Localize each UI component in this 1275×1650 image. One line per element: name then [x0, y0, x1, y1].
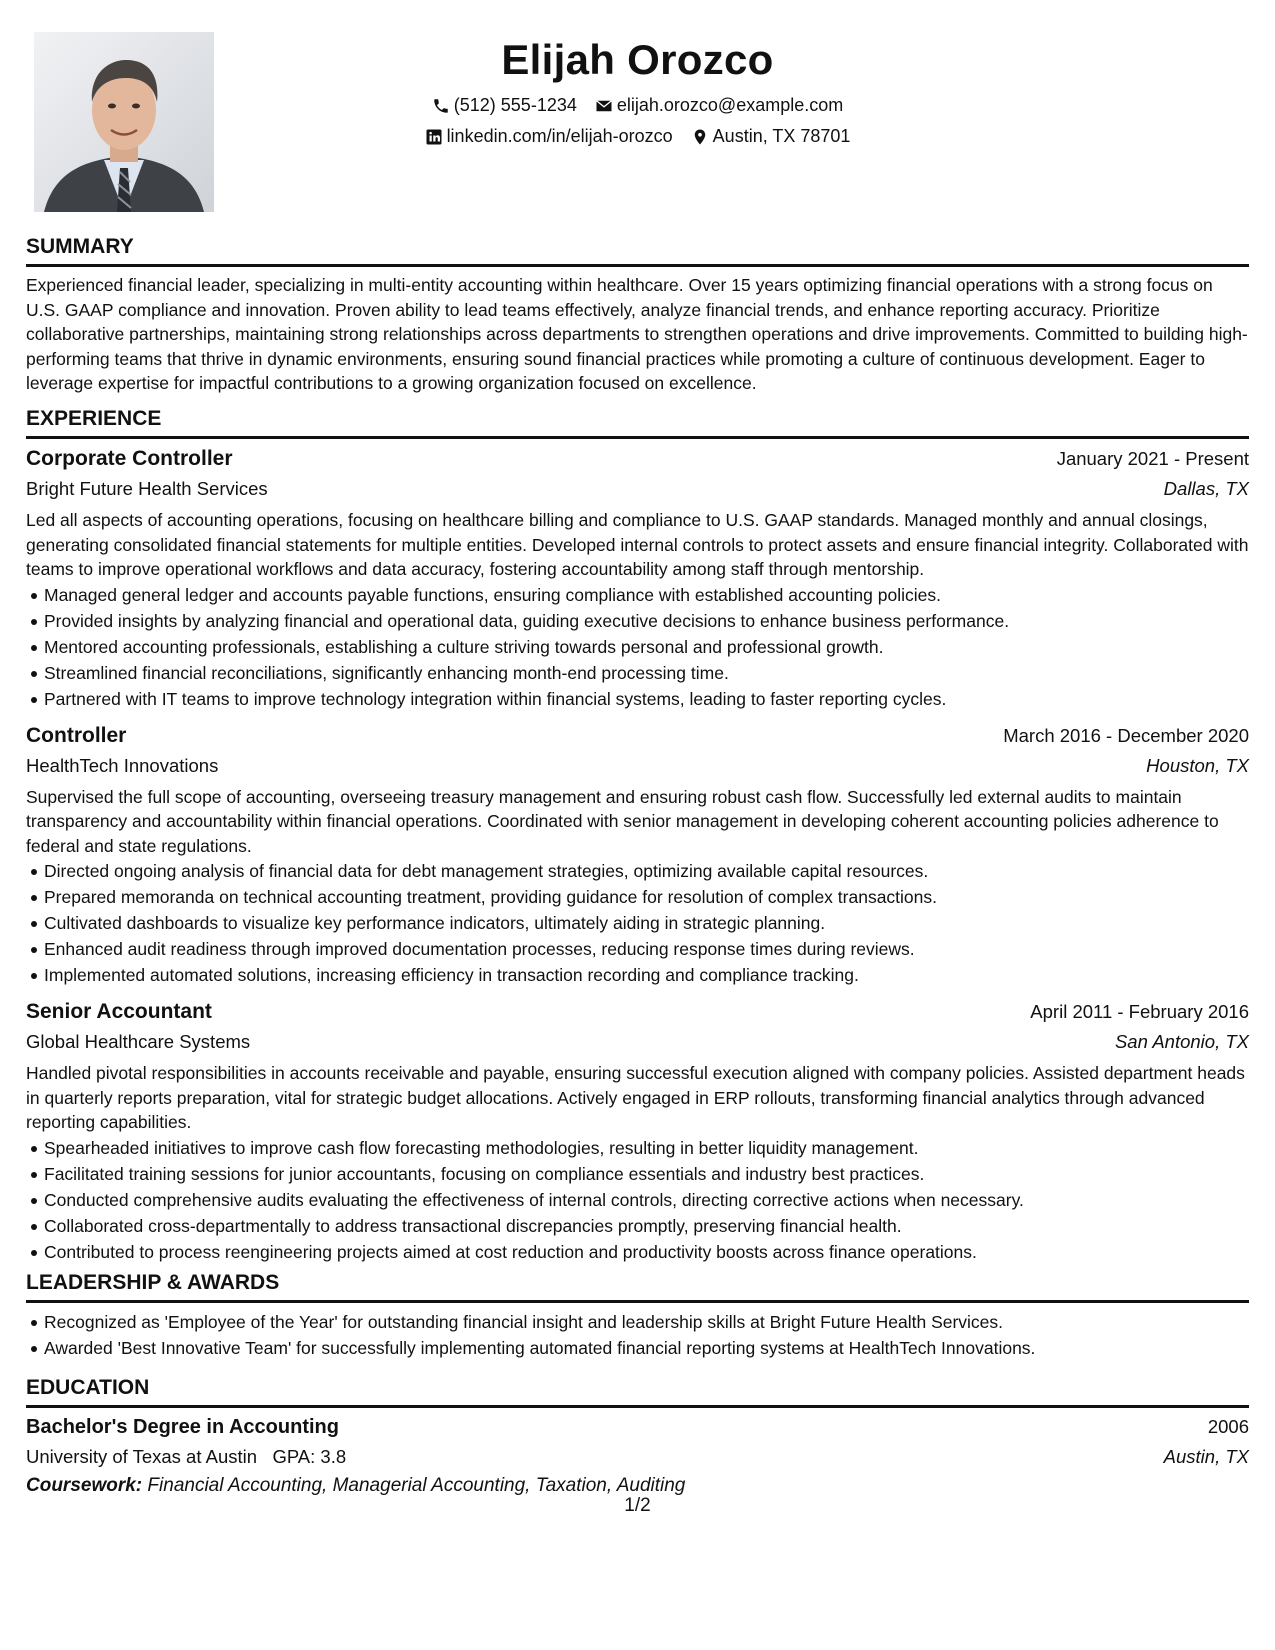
list-item: Collaborated cross-departmentally to address transactional discrepancies promptly, preserving financial health. [44, 1213, 1249, 1239]
resume-header [26, 30, 1249, 152]
job-description: Led all aspects of accounting operations, focusing on healthcare billing and compliance to U.S. GAAP standards. Managed monthly and annual closings, generating consolidated financial statements for multiple entities. Developed internal controls to protect assets and ensure financial integrity. Collaborated with teams to improve operational workflows and data accuracy, fostering accountability among staff through mentorship. [26, 510, 1249, 579]
envelope-icon [595, 97, 613, 115]
job-title: Senior Accountant [26, 1000, 212, 1023]
company-name: HealthTech Innovations [26, 754, 219, 776]
job-bullets [26, 858, 1249, 988]
job-description: Handled pivotal responsibilities in accounts receivable and payable, ensuring successful execution aligned with company policies. Assisted department heads in quarterly reports preparation, vital for strategic budget allocations. Actively engaged in ERP rollouts, transforming financial analytics through advanced reporting capabilities. [26, 1063, 1245, 1132]
list-item: Cultivated dashboards to visualize key performance indicators, ultimately aiding in strategic planning. [44, 910, 1249, 936]
coursework-label: Coursework: [26, 1475, 143, 1496]
list-item: Prepared memoranda on technical accounting treatment, providing guidance for resolution of complex transactions. [44, 884, 1249, 910]
job-location: Houston, TX [1146, 754, 1249, 776]
job-dates: January 2021 - Present [1056, 448, 1249, 469]
list-item: Spearheaded initiatives to improve cash flow forecasting methodologies, resulting in better liquidity management. [44, 1135, 1249, 1161]
job-entry [26, 997, 1249, 1265]
list-item: Streamlined financial reconciliations, significantly enhancing month-end processing time. [44, 660, 1249, 686]
company-name: Global Healthcare Systems [26, 1031, 251, 1052]
job-bullets [26, 582, 1249, 712]
leadership-section [26, 1269, 1249, 1361]
list-item: Recognized as 'Employee of the Year' for outstanding financial insight and leadership skills at Bright Future Health Services. [44, 1309, 1249, 1335]
phone-contact [432, 90, 577, 121]
list-item: Enhanced audit readiness through improved documentation processes, reducing response times during reviews. [44, 936, 1249, 962]
coursework-list: Financial Accounting, Managerial Accounting, Taxation, Auditing [147, 1475, 686, 1496]
school-location: Austin, TX [1163, 1446, 1249, 1467]
phone-icon [432, 97, 450, 115]
linkedin-icon [425, 128, 443, 146]
job-entry [26, 444, 1249, 712]
page-number: 1/2 [624, 1495, 651, 1516]
school-name: University of Texas at Austin [26, 1446, 258, 1467]
section-divider [26, 1300, 1249, 1303]
email-address[interactable]: elijah.orozco@example.com [616, 95, 844, 115]
list-item: Conducted comprehensive audits evaluating the effectiveness of internal controls, directing corrective actions when necessary. [44, 1187, 1249, 1213]
contact-line-2 [26, 121, 1249, 152]
summary-text: Experienced financial leader, specializing in multi-entity accounting within healthcare. Over 15 years optimizing financial operations with a strong focus on U.S. GAAP compliance and innovation. Proven ability to lead teams effectively, analyze financial trends, and enhance reporting accuracy. Prioritize collaborative partnerships, maintaining strong relationships across departments to strengthen operations and drive improvements. Committed to building high-performing teams that thrive in dynamic environments, ensuring sound financial practices while promoting a culture of continuous development. Eager to leverage expertise for impactful contributions to a growing organization focused on excellence. [26, 275, 1248, 393]
candidate-name: Elijah Orozco [501, 36, 774, 83]
section-title-education: EDUCATION [26, 1376, 150, 1399]
list-item: Contributed to process reengineering projects aimed at cost reduction and productivity boosts across finance operations. [44, 1239, 1249, 1265]
section-title-summary: SUMMARY [26, 235, 134, 258]
list-item: Facilitated training sessions for junior accountants, focusing on compliance essentials and industry best practices. [44, 1161, 1249, 1187]
job-description: Supervised the full scope of accounting, overseeing treasury management and ensuring robust cash flow. Successfully led external audits to maintain transparency and accountability within financial operations. Coordinated with senior management in developing coherent accounting policies adherence to federal and state regulations. [26, 786, 1219, 856]
education-entry [26, 1412, 1249, 1500]
degree-title: Bachelor's Degree in Accounting [26, 1416, 339, 1438]
location-contact [691, 121, 851, 152]
company-name: Bright Future Health Services [26, 478, 268, 499]
section-title-leadership: LEADERSHIP & AWARDS [26, 1271, 280, 1294]
section-title-experience: EXPERIENCE [26, 407, 162, 430]
graduation-year: 2006 [1207, 1416, 1249, 1437]
list-item: Awarded 'Best Innovative Team' for successfully implementing automated financial reporting systems at HealthTech Innovations. [44, 1335, 1249, 1361]
location-text: Austin, TX 78701 [712, 126, 851, 146]
map-pin-icon [691, 128, 709, 146]
job-entry [26, 721, 1249, 989]
list-item: Provided insights by analyzing financial and operational data, guiding executive decisions to enhance business performance. [44, 608, 1249, 634]
list-item: Implemented automated solutions, increasing efficiency in transaction recording and compliance tracking. [44, 962, 1249, 988]
job-bullets [26, 1135, 1249, 1265]
job-dates: April 2011 - February 2016 [1030, 1001, 1249, 1022]
summary-section [26, 233, 1249, 396]
section-divider [26, 436, 1249, 439]
linkedin-contact[interactable] [425, 121, 673, 152]
list-item: Mentored accounting professionals, establishing a culture striving towards personal and professional growth. [44, 634, 1249, 660]
section-divider [26, 1405, 1249, 1408]
job-location: Dallas, TX [1163, 478, 1249, 499]
job-title: Corporate Controller [26, 447, 233, 470]
list-item: Managed general ledger and accounts payable functions, ensuring compliance with established accounting policies. [44, 582, 1249, 608]
job-title: Controller [26, 723, 127, 747]
list-item: Directed ongoing analysis of financial data for debt management strategies, optimizing available capital resources. [44, 858, 1249, 884]
contact-line-1 [26, 90, 1249, 121]
phone-number: (512) 555-1234 [453, 95, 577, 115]
awards-list [26, 1309, 1249, 1361]
job-dates: March 2016 - December 2020 [1003, 724, 1249, 746]
gpa: GPA: 3.8 [272, 1446, 347, 1467]
list-item: Partnered with IT teams to improve technology integration within financial systems, leading to faster reporting cycles. [44, 686, 1249, 712]
job-location: San Antonio, TX [1114, 1031, 1249, 1052]
education-section [26, 1374, 1249, 1500]
linkedin-url[interactable]: linkedin.com/in/elijah-orozco [446, 126, 673, 146]
experience-section [26, 405, 1249, 1265]
section-divider [26, 264, 1249, 267]
school-line [26, 1442, 346, 1472]
email-contact[interactable] [595, 90, 843, 121]
